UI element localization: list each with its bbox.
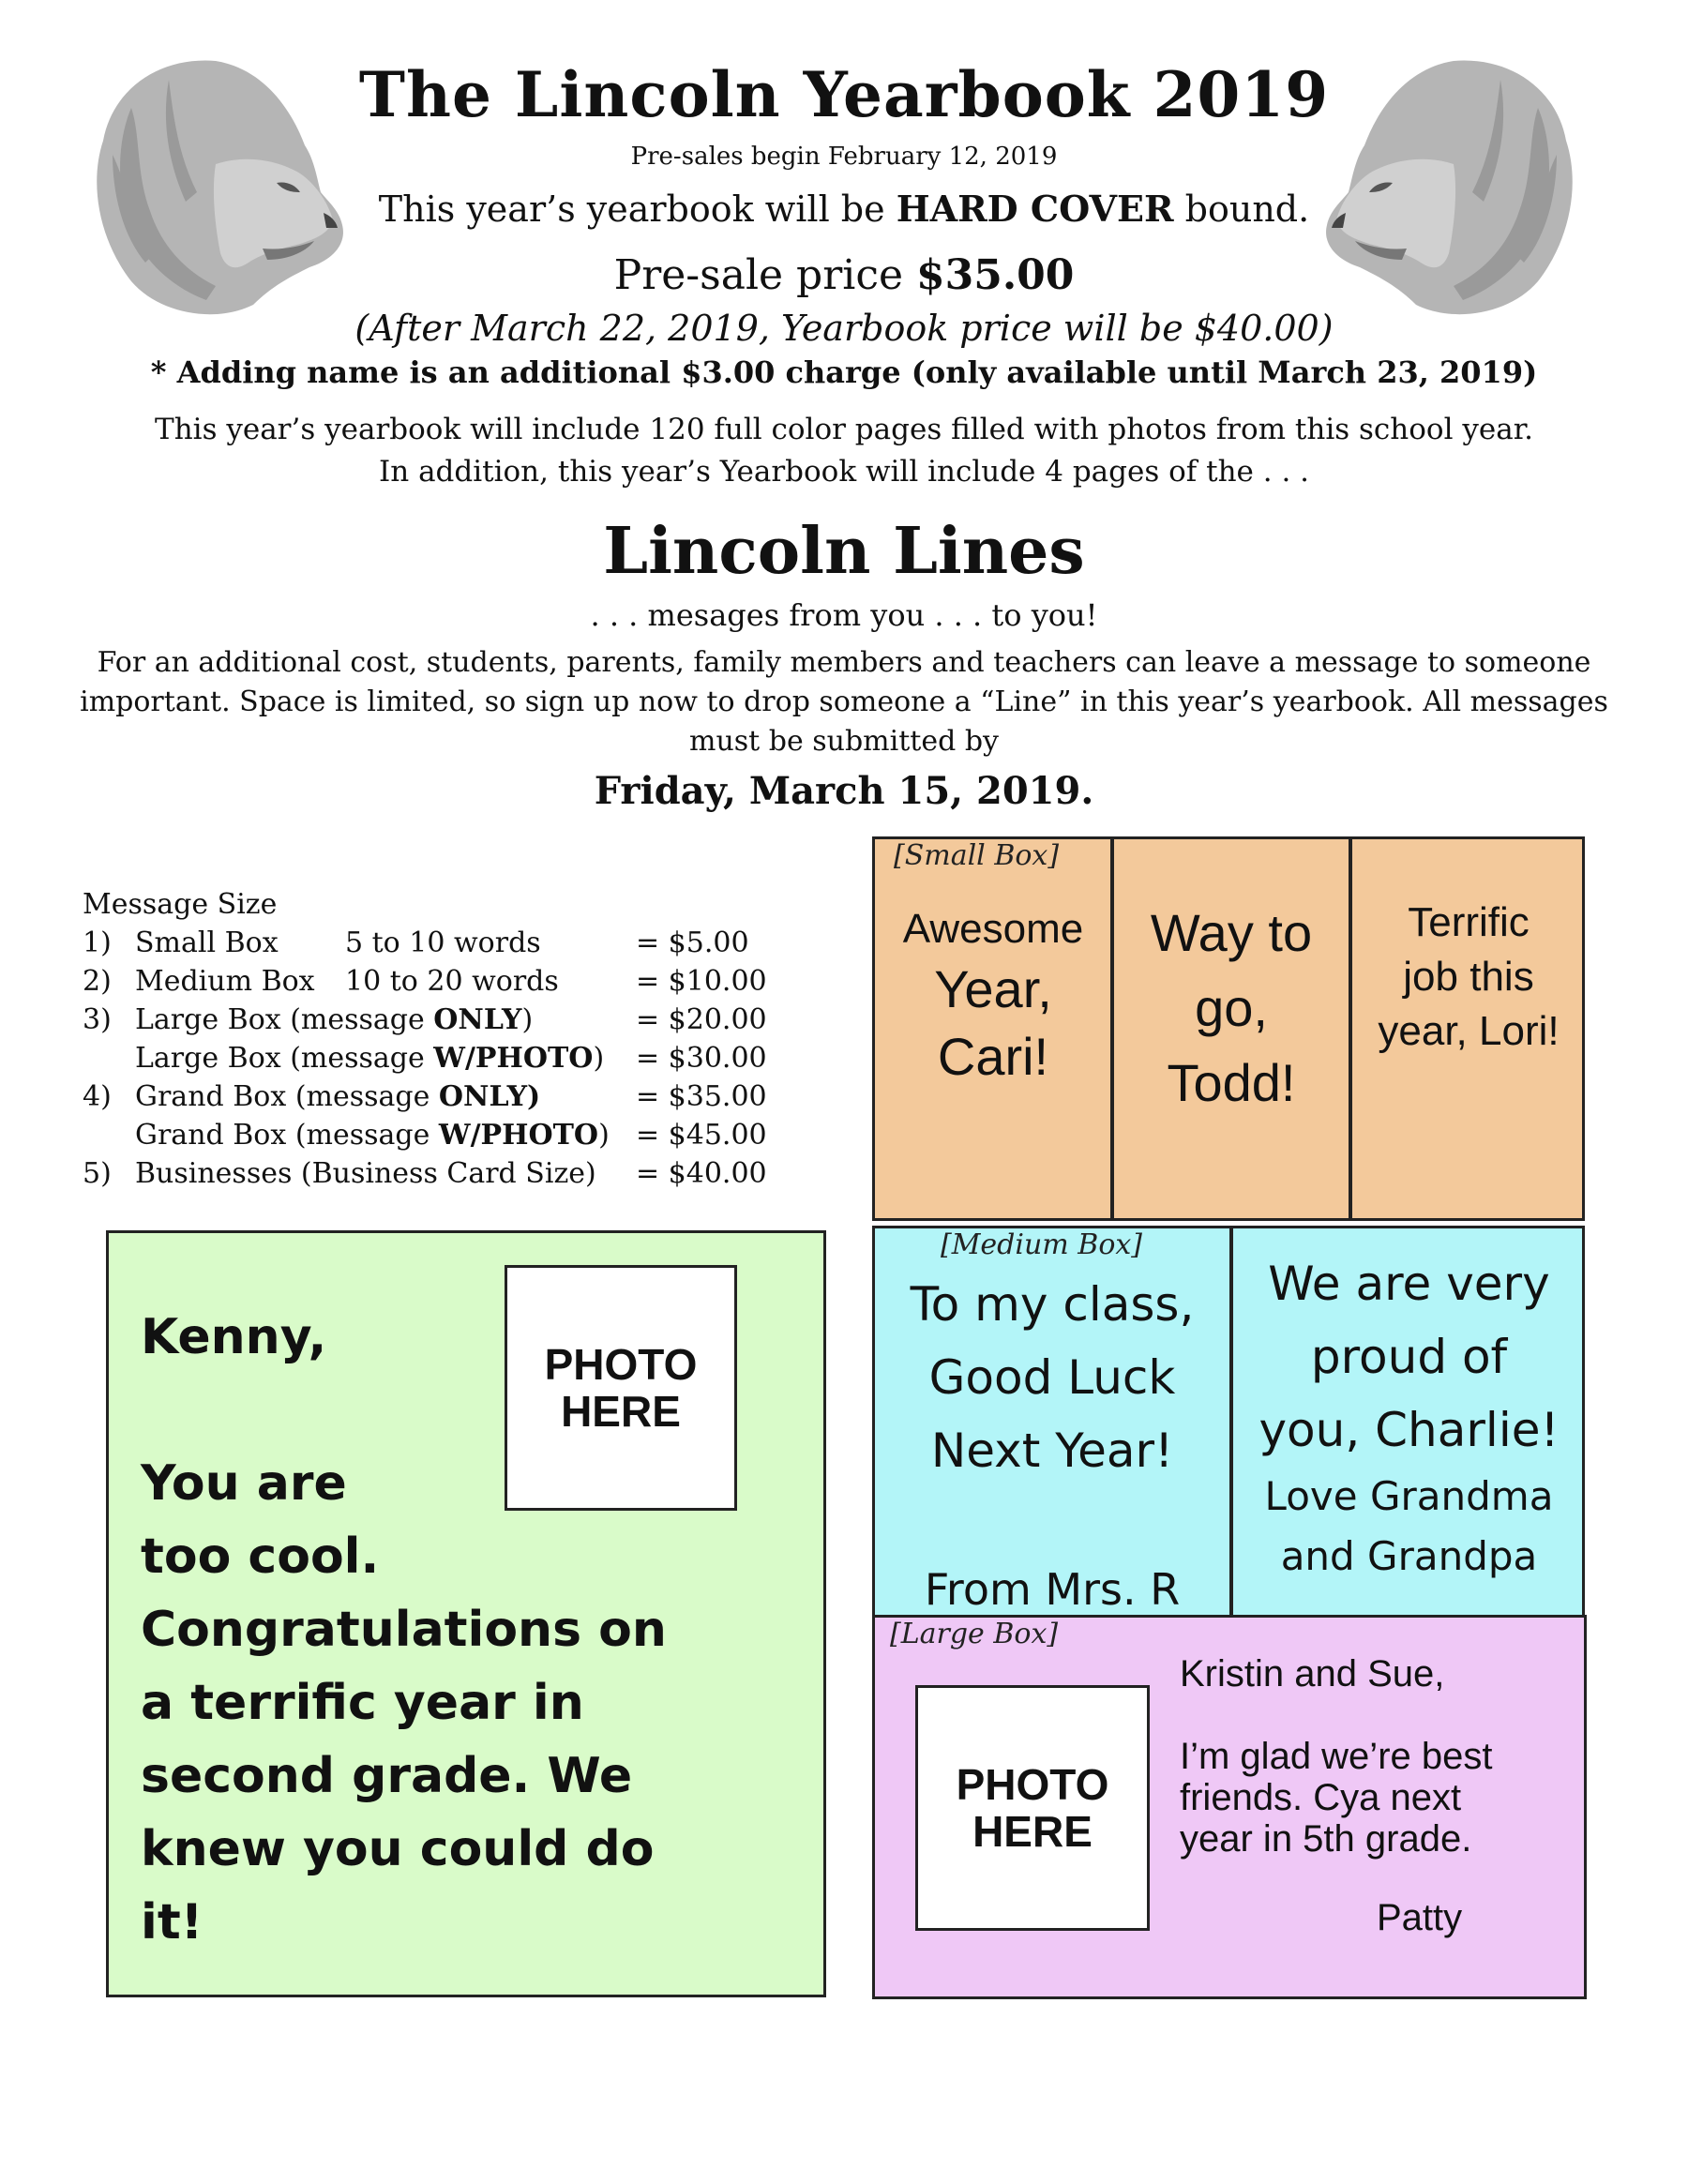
hardcover-prefix: This year’s yearbook will be — [378, 188, 897, 230]
small-box-tag: [Small Box] — [894, 839, 1060, 872]
item-prefix: Grand Box (message — [135, 1119, 439, 1152]
price-row-price: = $5.00 — [636, 926, 749, 959]
message-line: Cari! — [937, 1027, 1049, 1086]
photo-label: HERE — [972, 1807, 1093, 1856]
include-line-1: This year’s yearbook will include 120 full color pages filled with photos from this school year. — [155, 413, 1533, 446]
medium-box-cell — [875, 1268, 1229, 1626]
message-line: Good Luck — [928, 1350, 1176, 1405]
message-line: year, Lori! — [1378, 1008, 1560, 1054]
price-row-number: 5) — [83, 1157, 112, 1190]
price-row-price: = $40.00 — [636, 1157, 767, 1190]
price-row-price: = $30.00 — [636, 1042, 767, 1075]
message-line: second grade. We — [141, 1748, 633, 1804]
after-price-note: (After March 22, 2019, Yearbook price will be $40.00) — [354, 308, 1334, 349]
message-line: Terrific — [1408, 899, 1530, 945]
message-line: friends. Cya next — [1180, 1777, 1462, 1818]
price-row — [83, 1077, 767, 1116]
price-row-number: 2) — [83, 965, 112, 998]
presales-date: Pre-sales begin February 12, 2019 — [630, 143, 1058, 171]
price-row — [83, 924, 749, 962]
item-prefix: Large Box (message — [135, 1042, 434, 1075]
price-list-heading: Message Size — [83, 888, 278, 921]
message-line: it! — [141, 1894, 203, 1951]
price-row-words: 5 to 10 words — [345, 926, 541, 959]
message-line: job this — [1403, 954, 1534, 1000]
include-line-2: In addition, this year’s Yearbook will include 4 pages of the . . . — [379, 455, 1309, 489]
item-suffix: ) — [593, 1042, 605, 1075]
item-bold: W/PHOTO — [438, 1119, 599, 1152]
message-greeting: Kristin and Sue, — [1180, 1653, 1445, 1694]
item-bold: W/PHOTO — [433, 1042, 594, 1075]
price-row-words: 10 to 20 words — [345, 965, 559, 998]
message-signature: Love Grandma — [1264, 1473, 1554, 1519]
item-prefix: Grand Box (message — [135, 1080, 439, 1113]
hardcover-suffix: bound. — [1173, 188, 1310, 230]
price-row-number: 3) — [83, 1003, 112, 1036]
price-row-item: Small Box — [135, 926, 279, 959]
small-box-sample — [872, 836, 1585, 1221]
price-row — [83, 1116, 767, 1154]
page-title: The Lincoln Yearbook 2019 — [358, 58, 1330, 131]
message-line: To my class, — [910, 1277, 1195, 1332]
medium-box-sample — [872, 1226, 1585, 1619]
message-line: Way to — [1150, 903, 1313, 962]
medium-box-tag: [Medium Box] — [941, 1228, 1143, 1261]
medium-box-cell — [1233, 1247, 1585, 1587]
message-line: Next Year! — [930, 1423, 1174, 1478]
price-row — [83, 1039, 767, 1077]
item-bold: ONLY — [433, 1003, 522, 1036]
message-from: From Mrs. R — [924, 1564, 1181, 1615]
message-line: We are very — [1268, 1257, 1550, 1311]
message-signature: Patty — [1377, 1897, 1463, 1938]
price-row-item — [135, 1116, 610, 1154]
message-line: knew you could do — [141, 1821, 655, 1877]
price-value: $35.00 — [916, 251, 1075, 299]
small-box-cell — [875, 903, 1111, 1091]
message-line: year in 5th grade. — [1180, 1818, 1472, 1860]
grand-box-message — [141, 1301, 797, 1959]
item-suffix: ) — [598, 1119, 610, 1152]
price-row — [83, 962, 767, 1001]
small-box-cell — [1352, 896, 1585, 1059]
message-line: too cool. — [141, 1529, 380, 1585]
price-row-price: = $20.00 — [636, 1003, 767, 1036]
small-box-cell — [1114, 896, 1349, 1121]
price-row-price: = $10.00 — [636, 965, 767, 998]
item-prefix: Large Box (message — [135, 1003, 434, 1036]
add-name-note: * Adding name is an additional $3.00 charge (only available until March 23, 2019) — [150, 354, 1538, 390]
message-line: a terrific year in — [141, 1675, 584, 1731]
photo-label: HERE — [561, 1387, 681, 1436]
price-row-number: 1) — [83, 926, 112, 959]
message-line: Year, — [934, 959, 1052, 1018]
submission-deadline: Friday, March 15, 2019. — [594, 769, 1094, 813]
item-suffix: ) — [521, 1003, 534, 1036]
presale-price-line — [0, 251, 1688, 299]
price-row-price: = $35.00 — [636, 1080, 767, 1113]
large-box-tag: [Large Box] — [890, 1618, 1059, 1650]
price-row-item — [135, 1039, 604, 1077]
message-line: Todd! — [1167, 1053, 1296, 1112]
price-list — [83, 885, 767, 1193]
lincoln-lines-body: For an additional cost, students, parents, family members and teachers can leave a message to someone important. Space is limited, so sign up now to drop someone a “Line” in this year’s yearbook. All messages must be submitted by — [80, 646, 1608, 758]
item-bold: ONLY) — [438, 1080, 541, 1113]
message-line: proud of — [1310, 1330, 1508, 1384]
price-row-item: Businesses (Business Card Size) — [135, 1157, 596, 1190]
hardcover-line — [0, 188, 1688, 230]
photo-label: PHOTO — [544, 1340, 698, 1389]
price-row — [83, 1154, 767, 1193]
message-line: Awesome — [902, 906, 1084, 952]
price-row-price: = $45.00 — [636, 1119, 767, 1152]
large-box-sample — [872, 1615, 1587, 1999]
photo-label: PHOTO — [956, 1760, 1109, 1809]
hardcover-bold: HARD COVER — [896, 188, 1174, 230]
message-signature: and Grandpa — [1280, 1533, 1538, 1579]
message-greeting: Kenny, — [141, 1309, 327, 1365]
price-row-item — [135, 1077, 540, 1116]
message-line: go, — [1195, 978, 1268, 1037]
message-line: You are — [141, 1455, 347, 1512]
message-line: I’m glad we’re best — [1180, 1736, 1493, 1777]
price-row — [83, 1001, 767, 1039]
price-row-item: Medium Box — [135, 965, 315, 998]
lincoln-lines-subtitle: . . . mesages from you . . . to you! — [590, 597, 1098, 633]
price-row-item — [135, 1001, 533, 1039]
grand-box-sample — [106, 1230, 826, 1997]
message-line: you, Charlie! — [1258, 1403, 1560, 1457]
price-row-number: 4) — [83, 1080, 112, 1113]
message-line: Congratulations on — [141, 1602, 667, 1658]
large-box-message — [1180, 1653, 1574, 1938]
price-prefix: Pre-sale price — [613, 251, 916, 299]
lincoln-lines-title: Lincoln Lines — [603, 514, 1085, 589]
photo-placeholder — [915, 1685, 1150, 1931]
